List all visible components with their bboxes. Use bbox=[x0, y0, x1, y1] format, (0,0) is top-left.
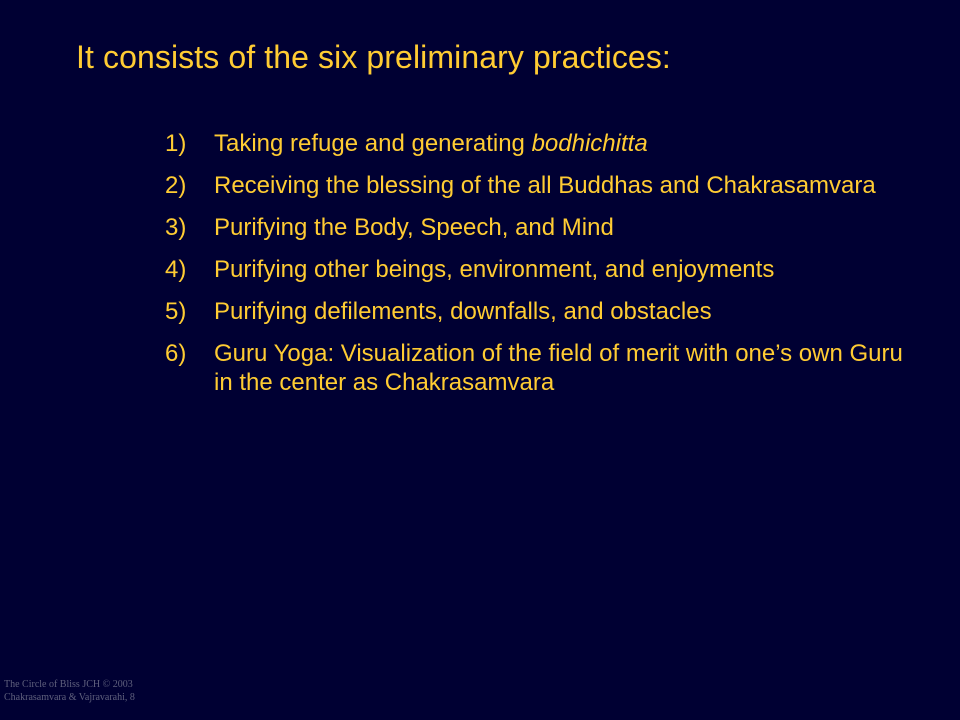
practice-text-main: Taking refuge and generating bbox=[214, 130, 532, 157]
practice-text: Receiving the blessing of the all Buddhas and Chakrasamvara bbox=[214, 172, 876, 199]
slide-footer bbox=[4, 678, 135, 704]
bodhichitta-emphasis: bodhichitta bbox=[531, 130, 648, 157]
practice-number: 6) bbox=[165, 340, 187, 367]
practice-text: Purifying the Body, Speech, and Mind bbox=[214, 214, 614, 241]
practice-text bbox=[214, 129, 925, 158]
slide-reference-line: Chakrasamvara & Vajravarahi, 8 bbox=[4, 692, 135, 703]
slide-title: It consists of the six preliminary practices: bbox=[76, 39, 671, 75]
practice-number: 2) bbox=[165, 172, 187, 199]
practice-text: Guru Yoga: Visualization of the field of merit with one’s own Guru in the center as Chakrasamvara bbox=[214, 340, 903, 396]
preliminary-practices-list bbox=[165, 129, 925, 410]
practice-item-4 bbox=[165, 255, 925, 284]
practice-item-5 bbox=[165, 297, 925, 326]
copyright-line: The Circle of Bliss JCH © 2003 bbox=[4, 679, 133, 690]
practice-number: 5) bbox=[165, 298, 187, 325]
practice-item-6 bbox=[165, 339, 925, 397]
practice-item-3 bbox=[165, 213, 925, 242]
practice-number: 1) bbox=[165, 130, 187, 157]
practice-number: 3) bbox=[165, 214, 187, 241]
practice-item-2 bbox=[165, 171, 925, 200]
practice-item-1 bbox=[165, 129, 925, 158]
practice-text: Purifying defilements, downfalls, and obstacles bbox=[214, 298, 712, 325]
practice-number: 4) bbox=[165, 256, 187, 283]
practice-text: Purifying other beings, environment, and enjoyments bbox=[214, 256, 775, 283]
